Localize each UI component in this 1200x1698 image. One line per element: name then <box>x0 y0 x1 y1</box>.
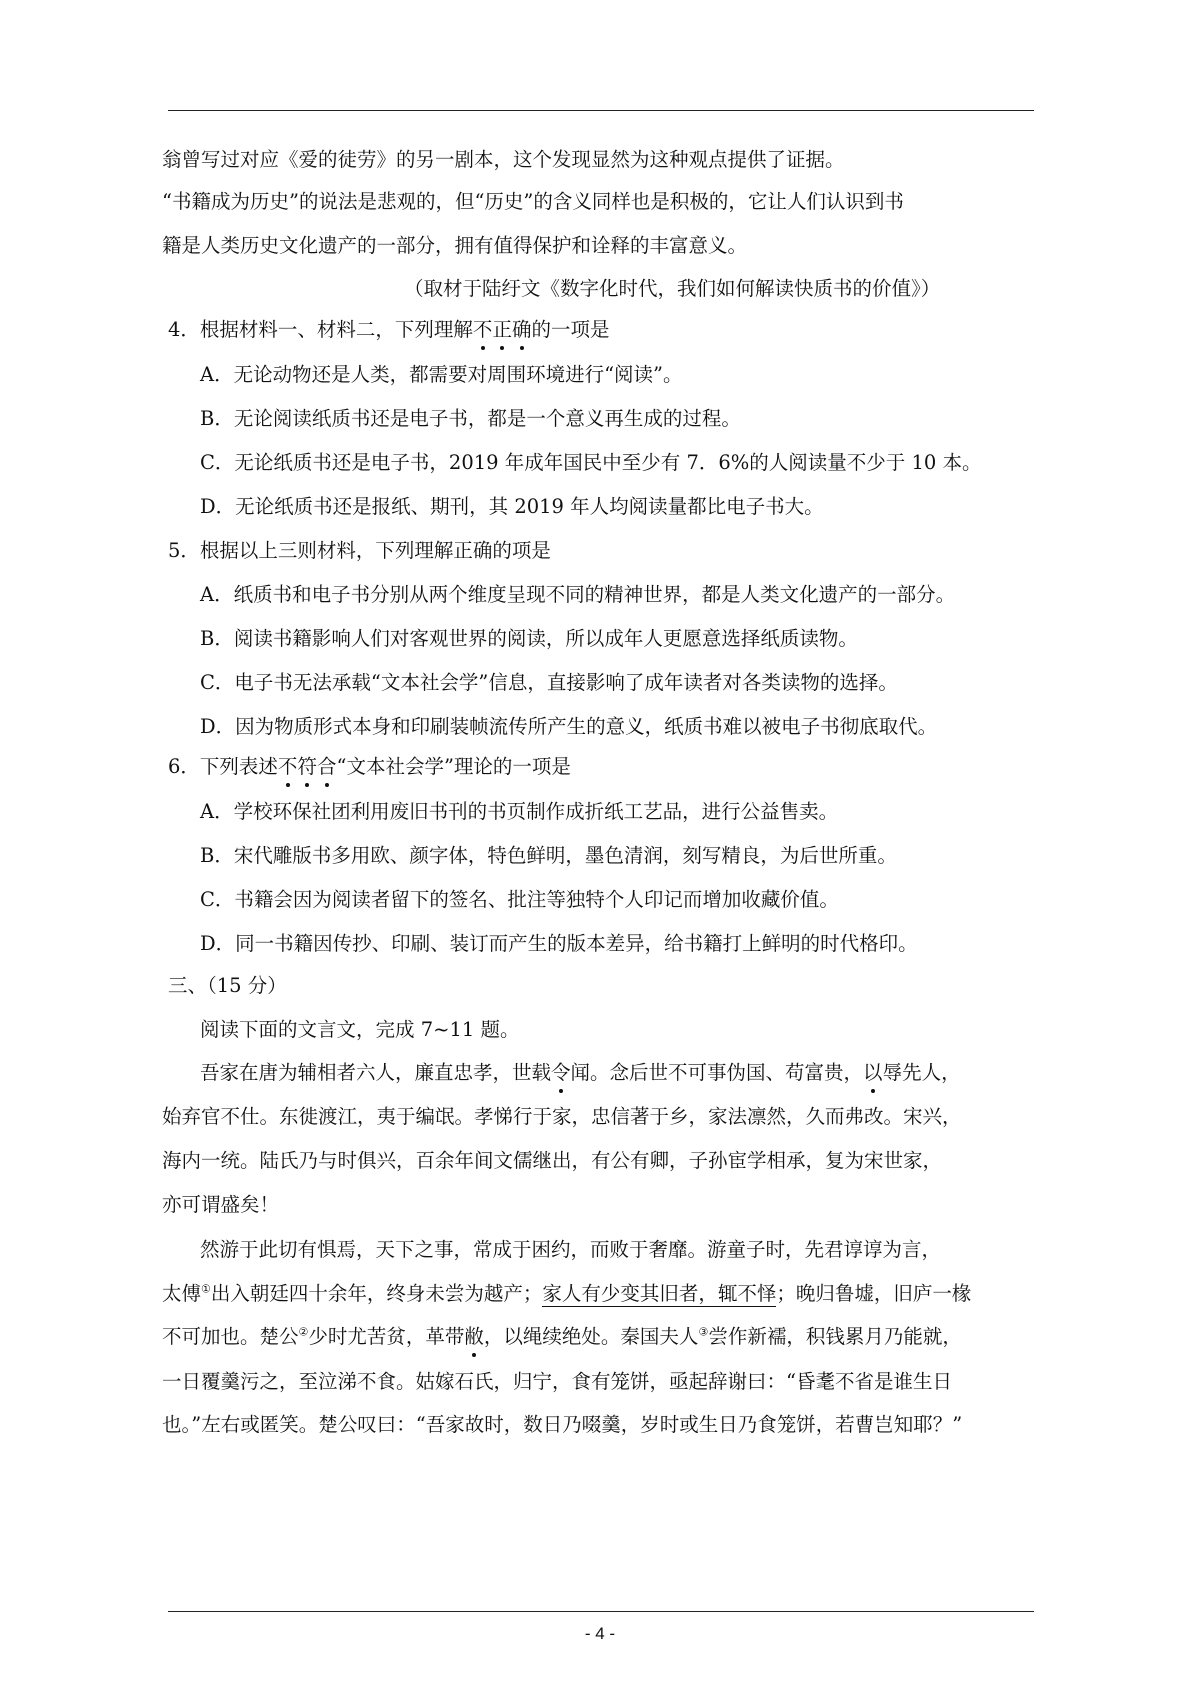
question-6-option-d: D．同一书籍因传抄、印刷、装订而产生的版本差异，给书籍打上鲜明的时代格印。 <box>200 932 918 955</box>
question-5-option-a: A．纸质书和电子书分别从两个维度呈现不同的精神世界，都是人类文化遗产的一部分。 <box>200 583 956 606</box>
passage-line: 亦可谓盛矣！ <box>162 1193 280 1216</box>
emphasis-dot-char: 不 <box>473 316 493 344</box>
question-4-option-c: C．无论纸质书还是电子书，2019 年成年国民中至少有 7．6%的人阅读量不少于 10 本。 <box>200 451 982 474</box>
source-citation: （取材于陆纡文《数字化时代，我们如何解读快质书的价值》） <box>404 277 941 300</box>
material-text-line: “书籍成为历史”的说法是悲观的，但“历史”的含义同样也是积极的，它让人们认识到书 <box>162 190 904 213</box>
material-text-line: 翁曾写过对应《爱的徒劳》的另一剧本，这个发现显然为这种观点提供了证据。 <box>162 148 845 171</box>
emphasis-dot-char: 合 <box>317 753 337 781</box>
question-6-option-c: C．书籍会因为阅读者留下的签名、批注等独特个人印记而增加收藏价值。 <box>200 888 839 911</box>
section-instruction: 阅读下面的文言文，完成 7~11 题。 <box>200 1018 520 1041</box>
question-5-option-b: B．阅读书籍影响人们对客观世界的阅读，所以成年人更愿意选择纸质读物。 <box>200 627 858 650</box>
passage-line: 一日覆羹污之，至泣涕不食。姑嫁石氏，归宁，食有笼饼，亟起辞谢曰：“昏耄不省是谁生日 <box>162 1370 952 1393</box>
header-rule <box>168 110 1034 111</box>
footnote-marker: ① <box>201 1282 211 1296</box>
passage-line: 海内一统。陆氏乃与时俱兴，百余年间文儒继出，有公有卿，子孙宦学相承，复为宋世家， <box>162 1149 943 1172</box>
question-4-option-b: B．无论阅读纸质书还是电子书，都是一个意义再生成的过程。 <box>200 407 741 430</box>
footnote-marker: ③ <box>698 1325 709 1339</box>
underlined-sentence: 家人有少变其旧者，辄不怿 <box>542 1282 777 1305</box>
question-5-stem: 5．根据以上三则材料，下列理解正确的项是 <box>168 539 551 562</box>
section-heading: 三、（15 分） <box>168 974 287 997</box>
passage-line: 也。”左右或匿笑。楚公叹曰：“吾家故时，数日乃啜羹，岁时或生日乃食笼饼，若曹岂知耶？” <box>162 1413 963 1436</box>
emphasis-dot-char: 令 <box>551 1059 571 1087</box>
emphasis-dot-char: 确 <box>512 316 532 344</box>
material-text-line: 籍是人类历史文化遗产的一部分，拥有值得保护和诠释的丰富意义。 <box>162 234 748 257</box>
emphasis-dot-char: 符 <box>297 753 317 781</box>
question-5-option-c: C．电子书无法承载“文本社会学”信息，直接影响了成年读者对各类读物的选择。 <box>200 671 898 694</box>
question-4-option-d: D．无论纸质书还是报纸、期刊，其 2019 年人均阅读量都比电子书大。 <box>200 495 824 518</box>
question-6-option-a: A．学校环保社团利用废旧书刊的书页制作成折纸工艺品，进行公益售卖。 <box>200 800 839 823</box>
passage-line: 不可加也。楚公②少时尤苦贫，革带敝，以绳续绝处。秦国夫人③尝作新襦，积钱累月乃能就， <box>162 1323 962 1351</box>
footer-rule <box>168 1611 1034 1612</box>
passage-line: 太傅①出入朝廷四十余年，终身未尝为越产；家人有少变其旧者，辄不怿；晚归鲁墟，旧庐一椽 <box>162 1282 972 1305</box>
passage-line: 吾家在唐为辅相者六人，廉直忠孝，世载令闻。念后世不可事伪国、苟富贵，以辱先人， <box>200 1059 961 1087</box>
footnote-marker: ② <box>298 1325 309 1339</box>
question-5-option-d: D．因为物质形式本身和印刷装帧流传所产生的意义，纸质书难以被电子书彻底取代。 <box>200 715 938 738</box>
question-6-stem: 6．下列表述不符合“文本社会学”理论的一项是 <box>168 753 571 781</box>
emphasis-dot-char: 以 <box>863 1059 883 1087</box>
emphasis-dot-char: 正 <box>492 316 512 344</box>
emphasis-dot-char: 不 <box>278 753 298 781</box>
emphasis-dot-char: 敝 <box>464 1323 484 1351</box>
question-4-stem: 4．根据材料一、材料二，下列理解不正确的一项是 <box>168 316 609 344</box>
question-6-option-b: B．宋代雕版书多用欧、颜字体，特色鲜明，墨色清润，刻写精良，为后世所重。 <box>200 844 897 867</box>
page-number: - 4 - <box>584 1624 616 1643</box>
passage-line: 然游于此切有惧焉，天下之事，常成于困约，而败于奢靡。游童子时，先君谆谆为言， <box>200 1238 942 1261</box>
passage-line: 始弃官不仕。东徙渡江，夷于编氓。孝悌行于家，忠信著于乡，家法凛然，久而弗改。宋兴， <box>162 1105 962 1128</box>
question-4-option-a: A．无论动物还是人类，都需要对周围环境进行“阅读”。 <box>200 363 683 386</box>
